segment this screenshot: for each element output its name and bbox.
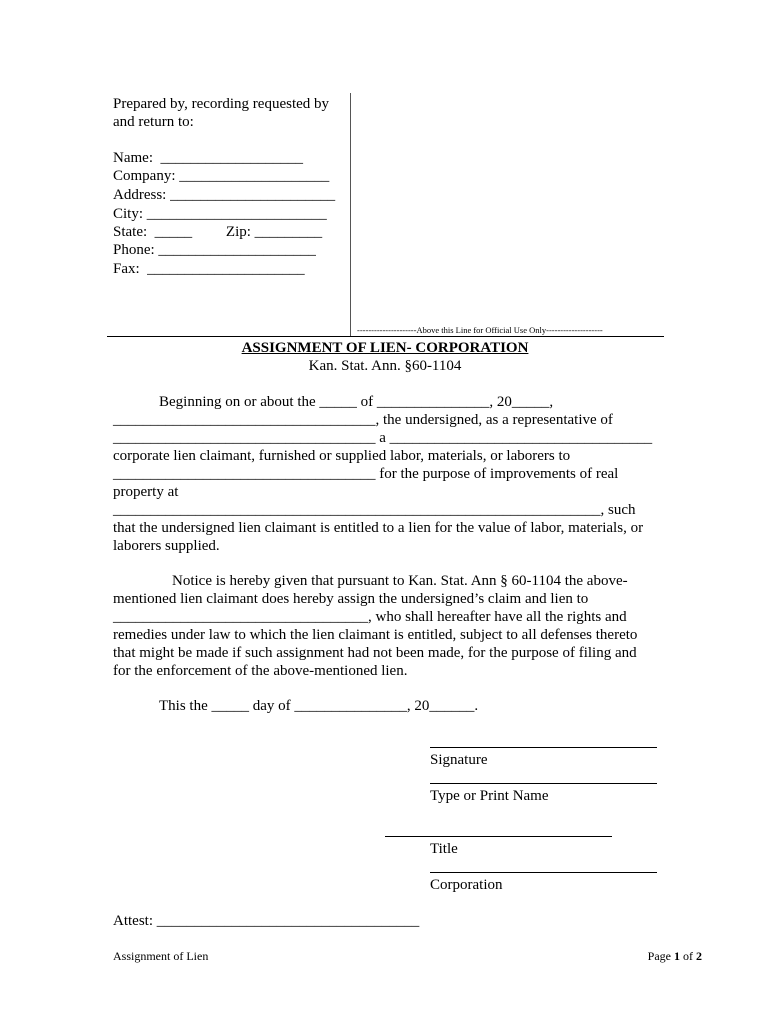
name-field: Name: ___________________: [113, 150, 303, 166]
para1-line: _________________________________________________________________, such: [113, 502, 636, 518]
prepared-by-heading-line1: Prepared by, recording requested by: [113, 96, 330, 112]
city-field: City: ________________________: [113, 206, 327, 222]
para1-line: corporate lien claimant, furnished or supplied labor, materials, or laborers to: [113, 448, 571, 464]
page-word: Page: [647, 949, 674, 963]
para2-line: that might be made if such assignment had not been made, for the purpose of filing and: [113, 645, 637, 661]
title-line: [385, 836, 612, 837]
page-of: of: [680, 949, 696, 963]
para1-line: ___________________________________ for the purpose of improvements of real: [113, 466, 619, 482]
page-current: 1: [674, 949, 680, 963]
recording-divider-horizontal: [107, 336, 664, 337]
print-name-label: Type or Print Name: [430, 788, 549, 804]
print-name-line: [430, 783, 657, 784]
para1-line: Beginning on or about the _____ of _______________, 20_____,: [159, 394, 554, 410]
para2-line: remedies under law to which the lien claimant is entitled, subject to all defenses thereto: [113, 627, 638, 643]
para1-line: laborers supplied.: [113, 538, 220, 554]
para1-line: ___________________________________, the undersigned, as a representative of: [113, 412, 613, 428]
attest-line: Attest: ___________________________________: [113, 913, 420, 929]
para1-line: ___________________________________ a ___________________________________: [113, 430, 653, 446]
signature-line: [430, 747, 657, 748]
statute-reference: Kan. Stat. Ann. §60-1104: [308, 358, 462, 374]
address-field: Address: ______________________: [113, 187, 336, 203]
corporation-label: Corporation: [430, 877, 503, 893]
page-total: 2: [696, 949, 702, 963]
title-label: Title: [430, 841, 458, 857]
company-field: Company: ____________________: [113, 168, 330, 184]
official-use-notice: ---------------------Above this Line for Official Use Only--------------------: [357, 325, 603, 335]
document-title: ASSIGNMENT OF LIEN- CORPORATION: [241, 340, 529, 356]
execution-date-line: This the _____ day of _______________, 20______.: [159, 698, 479, 714]
para2-line: Notice is hereby given that pursuant to Kan. Stat. Ann § 60-1104 the above-: [172, 573, 628, 589]
page-number: [648, 948, 702, 964]
fax-field: Fax: _____________________: [113, 261, 305, 277]
corporation-line: [430, 872, 657, 873]
phone-field: Phone: _____________________: [113, 242, 316, 258]
footer-document-name: Assignment of Lien: [113, 949, 209, 963]
para2-line: __________________________________, who shall hereafter have all the rights and: [113, 609, 627, 625]
para1-line: that the undersigned lien claimant is entitled to a lien for the value of labor, materials, or: [113, 520, 644, 536]
para1-line: property at: [113, 484, 179, 500]
para2-line: for the enforcement of the above-mentioned lien.: [113, 663, 408, 679]
signature-label: Signature: [430, 752, 488, 768]
prepared-by-heading-line2: and return to:: [113, 114, 194, 130]
para2-line: mentioned lien claimant does hereby assign the undersigned’s claim and lien to: [113, 591, 589, 607]
state-zip-field: State: _____ Zip: _________: [113, 224, 323, 240]
recording-divider-vertical: [350, 93, 351, 336]
